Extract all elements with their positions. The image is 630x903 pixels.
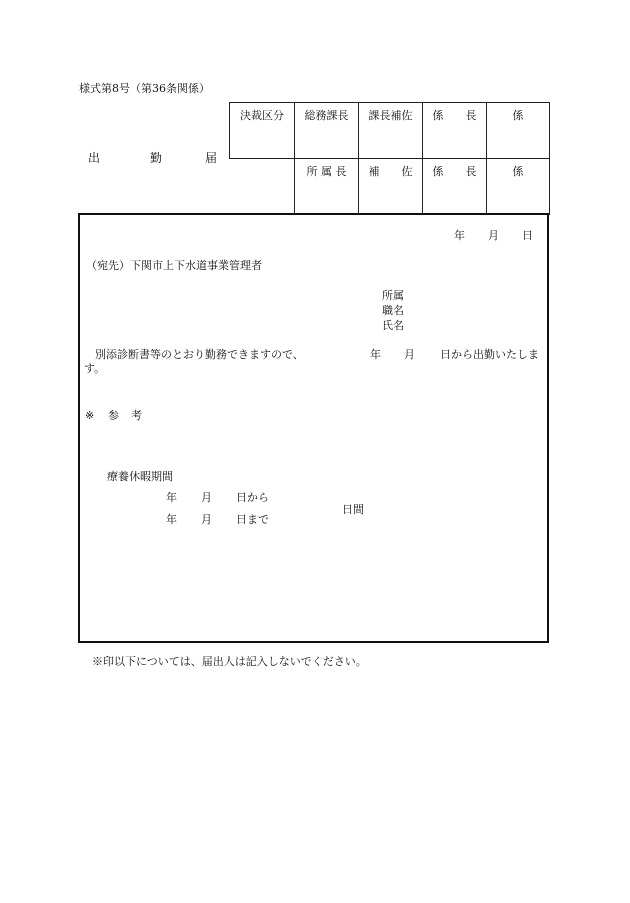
statement-line-1: 別添診断書等のとおり勤務できますので、 xyxy=(95,348,304,361)
approval-cell-subsection-chief-1[interactable]: 係 長 xyxy=(423,103,487,159)
applicant-title-label: 職名 xyxy=(382,304,404,317)
leave-to-year: 年 xyxy=(166,513,177,526)
approval-table xyxy=(229,102,550,215)
reference-mark: ※ xyxy=(85,409,95,422)
applicant-name-label: 氏名 xyxy=(382,319,404,332)
approval-cell-staff-1[interactable]: 係 xyxy=(487,103,550,159)
decision-category-cell xyxy=(230,103,295,159)
statement-line-2: す。 xyxy=(84,362,106,375)
approval-cell-department-head[interactable]: 所 属 長 xyxy=(295,159,359,215)
title-char-3: 届 xyxy=(205,151,218,165)
leave-to-month: 月 xyxy=(201,513,212,526)
applicant-affiliation-label: 所属 xyxy=(382,289,404,302)
decision-category-label: 決裁区分 xyxy=(240,109,284,122)
title-char-2: 勤 xyxy=(150,151,163,165)
form-number: 様式第8号（第36条関係） xyxy=(79,82,210,95)
date-month-label: 月 xyxy=(488,229,499,242)
approval-cell-general-affairs-chief[interactable]: 総務課長 xyxy=(295,103,359,159)
date-year-label: 年 xyxy=(454,229,465,242)
empty-cell xyxy=(230,159,295,215)
title-char-1: 出 xyxy=(88,151,101,165)
reference-char-1: 参 xyxy=(108,409,119,422)
approval-cell-deputy-section-chief[interactable]: 課長補佐 xyxy=(359,103,423,159)
footnote: ※印以下については、届出人は記入しないでください。 xyxy=(92,655,367,668)
approval-cell-deputy[interactable]: 補 佐 xyxy=(359,159,423,215)
approval-cell-subsection-chief-2[interactable]: 係 長 xyxy=(423,159,487,215)
statement-month-label: 月 xyxy=(404,348,415,361)
form-body-box xyxy=(78,213,549,643)
statement-year-label: 年 xyxy=(370,348,381,361)
leave-period-label: 療養休暇期間 xyxy=(107,470,173,483)
date-day-label: 日 xyxy=(522,229,533,242)
leave-to-suffix: 日まで xyxy=(236,513,269,526)
approval-cell-staff-2[interactable]: 係 xyxy=(487,159,550,215)
reference-char-2: 考 xyxy=(131,409,142,422)
leave-from-suffix: 日から xyxy=(236,491,269,504)
addressee: （宛先）下関市上下水道事業管理者 xyxy=(86,259,262,272)
statement-line-1-end: 日から出勤いたしま xyxy=(440,348,539,361)
leave-days-label: 日間 xyxy=(342,503,364,516)
leave-from-year: 年 xyxy=(166,491,177,504)
leave-from-month: 月 xyxy=(201,491,212,504)
